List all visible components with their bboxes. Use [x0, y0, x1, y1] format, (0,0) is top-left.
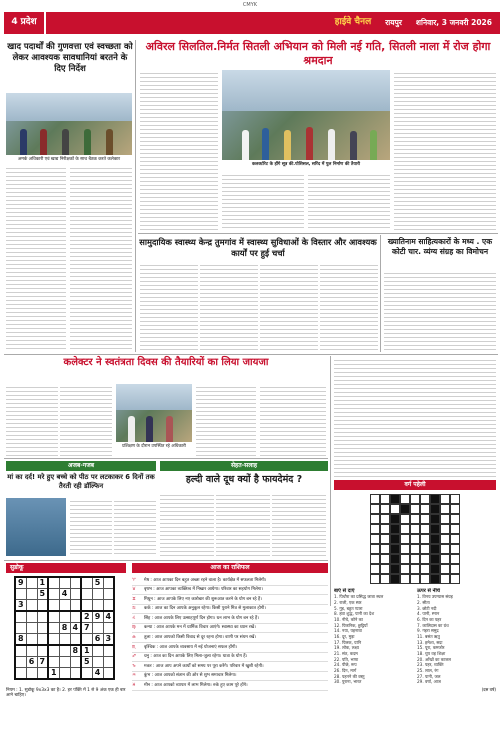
horoscope-text: वृषभ : आज आपका व्यक्तित्व में निखार आयेगा। परिवार का सहयोग मिलेगा। — [144, 587, 263, 593]
horoscope-text: कन्या : आज आपके मन में धार्मिक विचार आएंगे। स्वास्थ्य का ध्यान रखें। — [144, 625, 256, 631]
sudoku-cell: 4 — [103, 611, 114, 623]
crossword-cell — [370, 524, 380, 534]
crossword-cell — [450, 574, 460, 584]
crossword-cell — [370, 494, 380, 504]
sudoku-cell — [103, 645, 114, 657]
poet-headline: ख्यातिनाम साहित्यकारों के मध्य . एक कोटी चार. व्यंग्य संग्रह का विमोचन — [387, 237, 493, 256]
crossword-clue: 21. संत, कदम — [334, 650, 358, 656]
sudoku-cell — [48, 623, 59, 634]
crossword-clue: 27. पानी, जल — [417, 673, 441, 679]
sudoku-cell: 1 — [81, 645, 92, 657]
crossword-clue: 2. राजी, एक स्वर — [334, 599, 362, 605]
sudoku-cell: 9 — [92, 611, 103, 623]
crossword-cell — [380, 514, 390, 524]
sudoku-cell: 4 — [92, 668, 103, 680]
sudoku-cell — [37, 611, 48, 623]
crossword-clue: 30. पुराना, भारत — [334, 679, 362, 685]
crossword-clues — [334, 588, 496, 752]
horoscope-list — [132, 576, 328, 752]
sudoku-cell — [26, 611, 37, 623]
sudoku-cell — [81, 589, 92, 600]
crossword-clue: 29. वर्षा, आज — [417, 679, 441, 685]
sudoku-cell — [70, 589, 81, 600]
horoscope-item — [132, 633, 328, 643]
crossword-cell — [440, 554, 450, 564]
sudoku-cell — [81, 600, 92, 612]
sudoku-cell — [37, 668, 48, 680]
crossword-cell — [420, 544, 430, 554]
crossword-cell — [370, 574, 380, 584]
sudoku-cell — [26, 623, 37, 634]
sudoku-cell — [15, 645, 26, 657]
crossword-cell — [370, 534, 380, 544]
sudoku-cell — [70, 577, 81, 589]
crossword-cell — [410, 504, 420, 514]
crossword-cell — [440, 524, 450, 534]
crossword-cell — [420, 514, 430, 524]
sudoku-cell — [92, 589, 103, 600]
crossword-cell — [450, 504, 460, 514]
sudoku-cell — [37, 600, 48, 612]
crossword-clue: 17. पिलक, यानि — [334, 639, 362, 645]
health-body-2 — [200, 262, 258, 352]
crossword-clue: 11. बसंत ऋतु — [417, 633, 440, 639]
sudoku-cell — [48, 611, 59, 623]
crossword-cell — [390, 534, 400, 544]
crossword-clue: 16. दूर, मुड़ा — [334, 633, 355, 639]
health-body-4 — [320, 262, 378, 352]
crossword-cell — [380, 574, 390, 584]
crossword-cell — [440, 494, 450, 504]
sudoku-row — [15, 600, 114, 612]
crossword-cell — [380, 534, 390, 544]
masthead — [0, 10, 500, 36]
sudoku-cell — [103, 600, 114, 612]
sudoku-cell — [103, 623, 114, 634]
crossword-clue: 14. नया, पहनावा — [334, 628, 362, 634]
crossword-cell — [380, 504, 390, 514]
sudoku-cell — [15, 611, 26, 623]
issue-date: शनिवार, 3 जनवरी 2026 — [415, 18, 492, 28]
crossword-clue: 7. कालिदास का ग्रंथ — [417, 622, 449, 628]
crossword-cell — [440, 534, 450, 544]
crossword-cell — [400, 514, 410, 524]
crossword-cell — [450, 514, 460, 524]
crossword-cell — [370, 514, 380, 524]
crossword-cell — [390, 554, 400, 564]
crossword-cell — [400, 494, 410, 504]
crossword-cell — [430, 504, 440, 514]
zodiac-icon: ♉ — [132, 587, 136, 593]
crossword-cell — [420, 494, 430, 504]
sudoku-cell: 7 — [37, 657, 48, 668]
sudoku-cell — [26, 634, 37, 646]
crossword-cell — [450, 524, 460, 534]
crossword-cell — [430, 514, 440, 524]
crossword-clue: 2. सीता — [417, 599, 430, 605]
crossword-title: वर्ग पहेली — [334, 480, 496, 490]
sudoku-row — [15, 657, 114, 668]
masthead-bar — [46, 12, 500, 34]
bharat-body-1 — [70, 498, 112, 556]
sudoku-cell — [103, 668, 114, 680]
sudoku-cell — [59, 600, 70, 612]
horoscope-item — [132, 595, 328, 605]
sudoku-row — [15, 611, 114, 623]
left-story-caption: अमर्क अधिकारी एवं खाद्य निरीक्षकों के साथ बैठक करते कलेक्टर — [17, 157, 121, 162]
sudoku-cell — [48, 577, 59, 589]
crossword-cell — [400, 564, 410, 574]
crossword-cell — [410, 494, 420, 504]
crossword-clue: 22. पति, भाषा — [334, 656, 359, 662]
horoscope-item — [132, 614, 328, 624]
crossword-cell — [380, 524, 390, 534]
left-story-photo — [6, 93, 132, 155]
bharat-headline: मां का दर्द! मरे हुए बच्चे को पीठ पर लटकाकर 6 दिनों तक तैरती रही डॉल्फिन — [7, 473, 155, 490]
crossword-clue: 20. आँखों का काजल — [417, 656, 451, 662]
health-tip-section-bar: सेहत-सलाह — [160, 461, 328, 471]
sudoku-cell — [103, 577, 114, 589]
crossword-clue: 10. नीचे, कोने का — [334, 616, 363, 622]
crossword-cell — [410, 574, 420, 584]
bharat-body-2 — [114, 498, 156, 556]
sudoku-cell: 5 — [37, 589, 48, 600]
crossword-cell — [380, 494, 390, 504]
horoscope-text: कर्क : आज का दिन आपके अनुकूल रहेगा। किसी पुराने मित्र से मुलाकात होगी। — [144, 606, 266, 612]
zodiac-icon: ♎ — [132, 634, 136, 640]
sudoku-cell — [70, 668, 81, 680]
crossword-clue: 3. छोटी नदी — [417, 605, 437, 611]
sudoku-cell: 3 — [15, 600, 26, 612]
crossword-cell — [420, 574, 430, 584]
sudoku-cell — [15, 668, 26, 680]
sudoku-cell: 9 — [15, 577, 26, 589]
crossword-cell — [430, 554, 440, 564]
crossword-cell — [450, 494, 460, 504]
health-tip-body-3 — [272, 492, 326, 556]
crossword-cell — [440, 504, 450, 514]
down-clues — [417, 594, 496, 685]
crossword-clue: 25. लाल, रंग — [417, 667, 439, 673]
crossword-clue: 12. पिकनिक, छुट्टियाँ — [334, 622, 368, 628]
crossword-cell — [390, 544, 400, 554]
horoscope-text: वृश्चिक : आज आपके व्यवसाय में नई योजनाएं सफल होंगी। — [144, 644, 238, 650]
sudoku-cell — [81, 634, 92, 646]
sudoku-cell: 5 — [92, 577, 103, 589]
sudoku-row — [15, 645, 114, 657]
sudoku-cell — [15, 589, 26, 600]
sudoku-cell — [59, 634, 70, 646]
crossword-clue: 15. पूरा, कमजोर — [417, 645, 445, 651]
sudoku-cell — [37, 634, 48, 646]
sudoku-cell: 5 — [81, 657, 92, 668]
sudoku-cell — [70, 611, 81, 623]
sudoku-row — [15, 668, 114, 680]
sudoku-cell: 1 — [48, 668, 59, 680]
horoscope-text: मीन : आज आपको व्यापार में लाभ मिलेगा। रुके हुए काम पूरे होंगे। — [144, 682, 248, 688]
brand-name: हाईवे चैनल — [334, 17, 372, 28]
sudoku-cell: 8 — [70, 645, 81, 657]
across-clues — [334, 594, 413, 685]
crossword-cell — [390, 494, 400, 504]
crossword-cell — [370, 504, 380, 514]
sudoku-cell — [92, 600, 103, 612]
sudoku-row — [15, 589, 114, 600]
health-body-1 — [140, 262, 198, 352]
collector-photo — [116, 384, 192, 442]
horoscope-item — [132, 662, 328, 672]
crossword-cell — [450, 544, 460, 554]
sudoku-cell — [70, 600, 81, 612]
horoscope-text: मकर : आज आप अपने कार्यों को समय पर पूरा करेंगे। परिवार में खुशी रहेगी। — [144, 663, 264, 669]
zodiac-icon: ♓ — [132, 682, 136, 688]
zodiac-icon: ♍ — [132, 625, 136, 631]
crossword-cell — [440, 544, 450, 554]
collector-body-3 — [196, 384, 256, 456]
collector-body-1 — [6, 384, 58, 456]
sudoku-cell — [59, 668, 70, 680]
sudoku-row — [15, 577, 114, 589]
crossword-cell — [370, 554, 380, 564]
sudoku-cell — [48, 600, 59, 612]
sudoku-cell: 4 — [70, 623, 81, 634]
crossword-cell — [410, 544, 420, 554]
page-number-box — [4, 12, 44, 34]
crossword-clue: 1. पिथौरा का प्रसिद्ध जात्रा स्थल — [334, 594, 384, 600]
sudoku-cell — [92, 657, 103, 668]
crossword-clue: 28. पहनने की वस्तु — [334, 673, 365, 679]
sudoku-cell — [37, 623, 48, 634]
crossword-clue: 8. हवा शुद्ध, पानी का देश — [334, 611, 375, 617]
sudoku-cell — [103, 589, 114, 600]
left-story-body-2 — [70, 165, 132, 350]
poet-body — [384, 270, 496, 352]
horoscope-item — [132, 624, 328, 634]
sudoku-cell — [59, 577, 70, 589]
crossword-clue: 26. दिन, मार्ग — [334, 667, 357, 673]
zodiac-icon: ♏ — [132, 644, 136, 650]
crossword-note: (दस वर्ष) — [481, 687, 496, 692]
lead-body-2 — [222, 172, 304, 230]
sudoku-cell — [48, 645, 59, 657]
crossword-cell — [420, 564, 430, 574]
crossword-cell — [450, 534, 460, 544]
collector-body-4 — [260, 384, 326, 456]
sudoku-cell — [81, 577, 92, 589]
left-story-body — [6, 165, 66, 350]
sudoku-cell — [15, 657, 26, 668]
sudoku-cell — [92, 645, 103, 657]
crossword-clue: 4. पानी, स्नान — [417, 611, 440, 617]
horoscope-item — [132, 643, 328, 653]
health-body-3 — [260, 262, 318, 352]
left-story-headline: खाद पदार्थों की गुणवत्ता एवं स्वच्छता को लेकर आवश्यक सावधानियां बरतने के दिए निर्देश — [7, 42, 133, 75]
horoscope-title: आज का राशिफल — [132, 563, 328, 573]
sudoku-cell — [48, 634, 59, 646]
horoscope-item — [132, 681, 328, 691]
sudoku-cell — [59, 611, 70, 623]
horoscope-item — [132, 653, 328, 663]
crossword-cell — [410, 524, 420, 534]
crossword-cell — [410, 514, 420, 524]
crossword-cell — [430, 494, 440, 504]
sudoku-cell: 7 — [81, 623, 92, 634]
bharat-photo — [6, 498, 66, 556]
sudoku-cell — [70, 657, 81, 668]
sudoku-cell: 2 — [81, 611, 92, 623]
sudoku-title: सुडोकू — [6, 563, 126, 573]
across-title: बाएं से दाएं — [334, 588, 355, 594]
sudoku-cell — [59, 657, 70, 668]
sudoku-cell — [92, 623, 103, 634]
city-name: रायपुर — [385, 18, 402, 28]
sudoku-cell: 8 — [59, 623, 70, 634]
crossword-clue: 1. विनय उपन्यास संग्रह — [417, 594, 453, 600]
lead-body-3 — [308, 172, 390, 230]
horoscope-item — [132, 605, 328, 615]
lead-body-1 — [140, 70, 218, 230]
health-tip-body-1 — [160, 492, 214, 556]
crossword-cell — [390, 514, 400, 524]
sudoku-footer: नियम : 1. सुडोकू 9x3x3 का है। 2. हर पंक्ति में 1 से 9 अंक एक ही बार आने चाहिए। — [6, 688, 126, 699]
crossword-clue: 9. गहरा समुद्र — [417, 628, 439, 634]
crossword-cell — [420, 554, 430, 564]
horoscope-text: मेष : आज आपका दिन बहुत अच्छा रहने वाला है। कार्यक्षेत्र में सफलता मिलेगी। — [144, 577, 267, 583]
crossword-cell — [450, 554, 460, 564]
down-title: ऊपर से नीचे — [417, 588, 440, 594]
section-title: प्रदेश — [20, 17, 37, 28]
page-number: 4 — [11, 17, 18, 28]
zodiac-icon: ♋ — [132, 606, 136, 612]
collector-body-2 — [60, 384, 112, 456]
crossword-cell — [410, 534, 420, 544]
crossword-clue: 6. दिन का पहर — [417, 616, 442, 622]
sudoku-cell — [103, 657, 114, 668]
crossword-cell — [440, 574, 450, 584]
lead-body-4 — [394, 70, 496, 230]
crossword-cell — [400, 534, 410, 544]
crossword-clue: 18. चुप वह शिक्षा — [417, 650, 446, 656]
crossword-grid — [370, 494, 460, 584]
health-tip-body-2 — [216, 492, 270, 556]
zodiac-icon: ♌ — [132, 615, 136, 621]
sudoku-cell: 1 — [37, 577, 48, 589]
crossword-cell — [430, 574, 440, 584]
lead-headline: अविरल सिलतिल.निर्मत सितली अभियान को मिली नई गति, सितली नाला में रोज होगा श्रमदान — [145, 40, 491, 67]
crossword-cell — [440, 514, 450, 524]
horoscope-item — [132, 586, 328, 596]
horoscope-text: तुला : आज आपको किसी विवाद से दूर रहना होगा। वाणी पर संयम रखें। — [144, 634, 257, 640]
horoscope-text: मिथुन : आज आपके लिए नए कारोबार की शुरूआत करने के योग बन रहे हैं। — [144, 596, 262, 602]
sudoku-cell — [70, 634, 81, 646]
bharat-section-bar: अजब-गजब — [6, 461, 156, 471]
crossword-cell — [450, 564, 460, 574]
sudoku-cell: 3 — [103, 634, 114, 646]
sudoku-cell — [26, 645, 37, 657]
color-marks: CMYK — [242, 1, 258, 8]
crossword-cell — [380, 554, 390, 564]
crossword-cell — [390, 564, 400, 574]
crossword-cell — [390, 504, 400, 514]
sudoku-cell — [81, 668, 92, 680]
crossword-cell — [400, 524, 410, 534]
sudoku-row — [15, 623, 114, 634]
zodiac-icon: ♈ — [132, 577, 136, 583]
sudoku-cell — [37, 645, 48, 657]
sudoku-cell — [26, 577, 37, 589]
sudoku-cell: 6 — [26, 657, 37, 668]
crossword-cell — [380, 564, 390, 574]
sudoku-row — [15, 634, 114, 646]
sudoku-cell: 6 — [92, 634, 103, 646]
sudoku-cell — [15, 623, 26, 634]
crossword-cell — [420, 504, 430, 514]
health-headline: सामुदायिक स्वास्थ्य केन्द्र तुमगांव में स्वास्थ्य सुविधाओं के विस्तार और आवश्यक कार्यों पर हुई चर्चा — [139, 237, 377, 258]
collector-caption: प्रशिक्षण के दौरान उपस्थित रहे अधिकारी — [122, 444, 186, 449]
sudoku-cell — [48, 657, 59, 668]
horoscope-item — [132, 672, 328, 682]
crossword-cell — [380, 544, 390, 554]
crossword-clue: 19. लोक, लक्ष्य — [334, 645, 359, 651]
horoscope-item — [132, 576, 328, 586]
crossword-cell — [410, 564, 420, 574]
crossword-cell — [430, 534, 440, 544]
horoscope-text: धनु : आज का दिन आपके लिए मिला-जुला रहेगा। यात्रा के योग हैं। — [144, 654, 248, 660]
sudoku-cell — [59, 645, 70, 657]
crossword-cell — [430, 564, 440, 574]
crossword-cell — [420, 524, 430, 534]
crossword-cell — [410, 554, 420, 564]
health-tip-headline: हल्दी वाले दूध क्यों है फायदेमंद ? — [185, 474, 303, 485]
horoscope-text: कुंभ : आज आपको संतान की ओर से शुभ समाचार मिलेगा। — [144, 673, 237, 679]
crossword-clue: 5. गुड़, बहुत प्यारा — [334, 605, 363, 611]
crossword-cell — [430, 524, 440, 534]
sudoku-cell — [26, 668, 37, 680]
crossword-cell — [420, 534, 430, 544]
sudoku-cell: 4 — [59, 589, 70, 600]
sudoku-cell — [26, 589, 37, 600]
crossword-cell — [390, 574, 400, 584]
sudoku-grid — [14, 576, 115, 680]
lead-photo — [222, 70, 390, 160]
zodiac-icon: ♒ — [132, 673, 136, 679]
crossword-cell — [400, 504, 410, 514]
sudoku-cell — [48, 589, 59, 600]
zodiac-icon: ♐ — [132, 654, 136, 660]
crossword-cell — [400, 544, 410, 554]
crossword-clue: 24. पीछे, रूप — [334, 662, 357, 668]
crossword-cell — [400, 574, 410, 584]
poet-body-2 — [334, 357, 496, 477]
crossword-cell — [440, 564, 450, 574]
crossword-cell — [430, 544, 440, 554]
crossword-clue: 13. हमेशा, सदा — [417, 639, 443, 645]
crossword-cell — [370, 544, 380, 554]
crossword-clue: 23. पहर, व्यक्ति — [417, 662, 444, 668]
zodiac-icon: ♑ — [132, 663, 136, 669]
sudoku-cell — [26, 600, 37, 612]
sudoku-cell: 8 — [15, 634, 26, 646]
zodiac-icon: ♊ — [132, 596, 136, 602]
collector-headline: कलेक्टर ने स्वतंत्रता दिवस की तैयारियों का लिया जायजा — [63, 357, 269, 368]
horoscope-text: सिंह : आज आपके लिए उत्साहपूर्ण दिन होगा। धन लाभ के योग बन रहे हैं। — [144, 615, 259, 621]
lead-photo-caption: कलक्टोरेट के होंगे सूत्र की.पोशिसल, सरिंद में पुल निर्माण की तैयारी — [251, 162, 361, 167]
crossword-cell — [390, 524, 400, 534]
crossword-cell — [400, 554, 410, 564]
crossword-cell — [370, 564, 380, 574]
